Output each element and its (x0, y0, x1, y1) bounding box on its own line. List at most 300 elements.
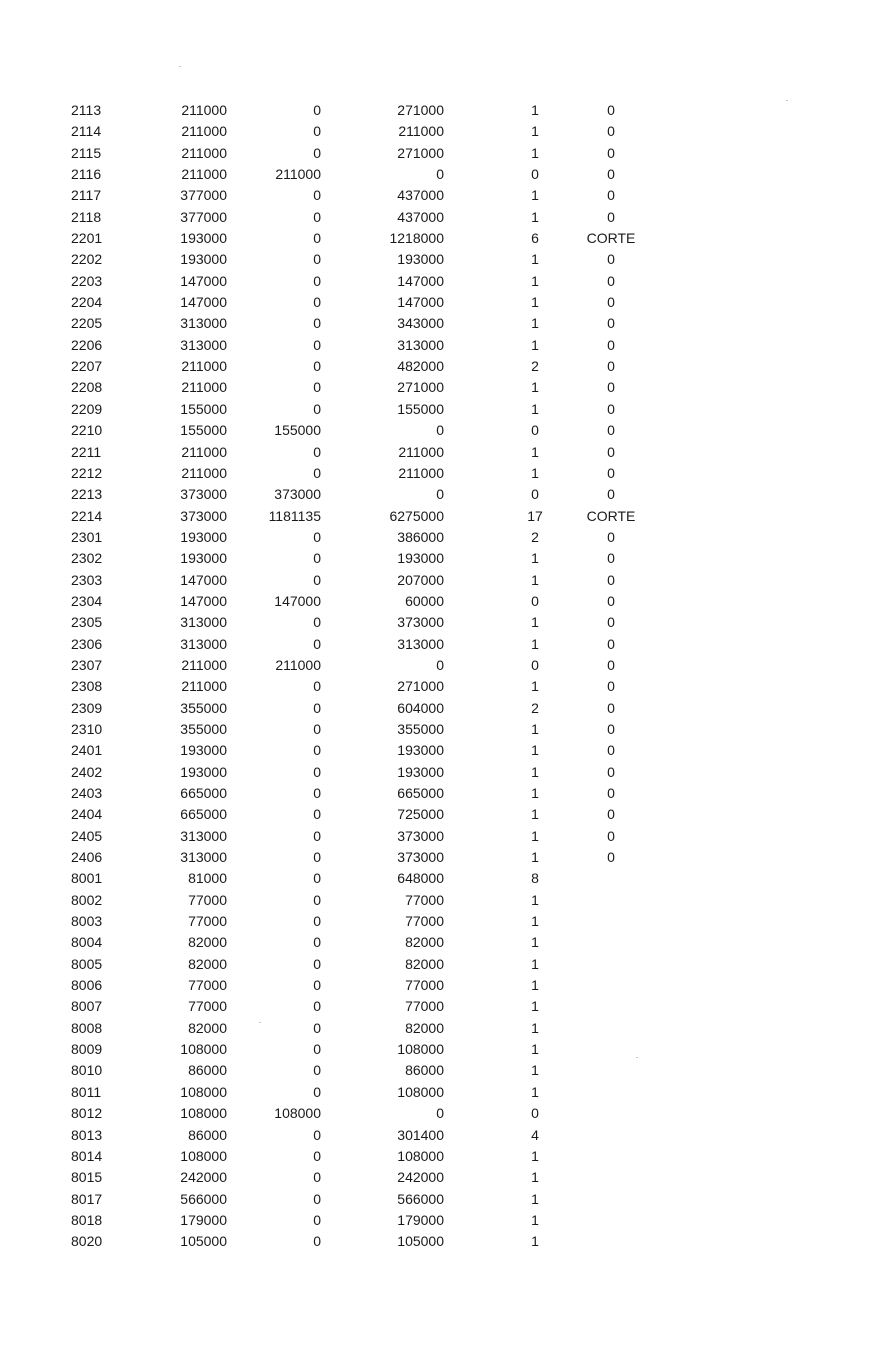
cell-amount-b: 0 (313, 1233, 321, 1250)
cell-amount-a: 77000 (188, 891, 227, 908)
cell-count: 1 (531, 849, 539, 866)
cell-count: 1 (531, 763, 539, 780)
cell-code: 8017 (71, 1190, 103, 1207)
cell-code: 2113 (71, 102, 102, 118)
cell-amount-b: 211000 (275, 656, 321, 673)
cell-amount-c: 271000 (397, 102, 444, 118)
cell-amount-b: 0 (313, 550, 321, 567)
cell-amount-b: 1181135 (268, 507, 321, 524)
cell-code: 8014 (71, 1147, 103, 1164)
cell-amount-b: 0 (313, 379, 321, 396)
cell-amount-c: 301400 (397, 1126, 444, 1143)
table-row (0, 228, 886, 249)
cell-status: 0 (607, 294, 615, 311)
cell-code: 8005 (71, 955, 103, 972)
cell-amount-a: 86000 (188, 1126, 227, 1143)
cell-amount-c: 77000 (405, 998, 444, 1015)
cell-count: 1 (531, 1083, 539, 1100)
cell-amount-c: 77000 (405, 977, 444, 994)
cell-code: 2201 (71, 230, 103, 247)
cell-count: 1 (531, 678, 539, 695)
cell-amount-a: 147000 (180, 294, 227, 311)
cell-status: 0 (607, 699, 615, 716)
cell-status: 0 (607, 614, 615, 631)
cell-code: 8007 (71, 998, 103, 1015)
cell-amount-a: 313000 (180, 827, 227, 844)
cell-amount-a: 193000 (180, 550, 227, 567)
cell-code: 8018 (71, 1211, 103, 1228)
cell-amount-c: 60000 (405, 592, 444, 609)
cell-code: 2207 (71, 358, 103, 375)
cell-amount-b: 0 (313, 785, 321, 801)
cell-amount-a: 377000 (180, 187, 227, 204)
cell-code: 8001 (71, 870, 103, 887)
cell-amount-b: 0 (313, 251, 321, 268)
cell-amount-a: 77000 (188, 998, 227, 1015)
cell-amount-c: 211000 (398, 443, 444, 460)
cell-count: 1 (531, 955, 539, 972)
cell-amount-b: 0 (313, 635, 321, 652)
cell-amount-a: 211000 (181, 358, 227, 375)
cell-amount-c: 147000 (397, 294, 444, 311)
cell-count: 0 (531, 486, 539, 503)
cell-status: 0 (607, 827, 615, 844)
table-row (0, 634, 886, 655)
table-row (0, 463, 886, 484)
cell-amount-c: 108000 (397, 1041, 444, 1058)
cell-status: 0 (607, 849, 615, 866)
cell-count: 1 (531, 934, 539, 951)
table-row (0, 570, 886, 591)
cell-amount-b: 0 (313, 1083, 321, 1100)
cell-amount-a: 147000 (180, 272, 227, 289)
cell-amount-a: 211000 (181, 144, 227, 161)
cell-status: 0 (607, 550, 615, 567)
table-row (0, 826, 886, 847)
table-row (0, 890, 886, 911)
table-row (0, 420, 886, 441)
table-row (0, 1082, 886, 1103)
cell-code: 8012 (71, 1105, 103, 1122)
cell-amount-b: 0 (313, 614, 321, 631)
cell-amount-a: 313000 (180, 849, 227, 866)
scan-speck (786, 100, 788, 101)
cell-amount-b: 108000 (274, 1105, 321, 1122)
cell-code: 2204 (71, 294, 103, 311)
cell-code: 2306 (71, 635, 103, 652)
cell-status: 0 (607, 166, 615, 183)
scan-speck (179, 66, 181, 67)
cell-amount-a: 193000 (180, 742, 227, 759)
cell-count: 1 (531, 443, 539, 460)
cell-amount-c: 0 (436, 656, 444, 673)
cell-amount-a: 155000 (180, 422, 227, 439)
cell-count: 6 (531, 230, 539, 247)
cell-status: 0 (607, 806, 615, 823)
cell-amount-c: 155000 (397, 400, 444, 417)
cell-code: 8008 (71, 1019, 103, 1036)
cell-amount-b: 0 (313, 849, 321, 866)
cell-amount-c: 193000 (397, 251, 444, 268)
cell-amount-a: 86000 (188, 1062, 227, 1079)
table-row (0, 548, 886, 569)
cell-amount-c: 271000 (397, 379, 444, 396)
cell-code: 8003 (71, 913, 103, 930)
cell-code: 8010 (71, 1062, 103, 1079)
cell-amount-b: 0 (313, 571, 321, 588)
cell-count: 1 (531, 187, 539, 204)
cell-amount-a: 211000 (181, 166, 227, 183)
cell-amount-a: 82000 (188, 1019, 227, 1036)
cell-status: CORTE (586, 507, 636, 524)
cell-amount-c: 271000 (397, 144, 444, 161)
cell-amount-a: 81000 (188, 870, 227, 887)
cell-amount-b: 0 (313, 230, 321, 247)
cell-count: 0 (531, 592, 539, 609)
cell-amount-b: 0 (313, 1169, 321, 1186)
cell-amount-a: 108000 (180, 1147, 227, 1164)
cell-amount-b: 0 (313, 123, 321, 140)
cell-count: 1 (531, 806, 539, 823)
cell-code: 2404 (71, 806, 103, 823)
cell-code: 8009 (71, 1041, 103, 1058)
cell-status: 0 (607, 208, 615, 225)
cell-count: 1 (531, 614, 539, 631)
table-row (0, 164, 886, 185)
table-row (0, 1060, 886, 1081)
cell-amount-c: 0 (436, 1105, 444, 1122)
cell-status: CORTE (586, 230, 636, 247)
cell-code: 2309 (71, 699, 103, 716)
cell-amount-b: 0 (313, 1019, 321, 1036)
cell-amount-a: 665000 (180, 806, 227, 823)
cell-code: 2210 (71, 422, 103, 439)
table-row (0, 185, 886, 206)
cell-amount-a: 105000 (180, 1233, 227, 1250)
cell-amount-b: 0 (313, 720, 321, 737)
cell-status: 0 (607, 443, 615, 460)
cell-code: 2305 (71, 614, 103, 631)
cell-code: 2301 (71, 528, 103, 545)
cell-amount-a: 373000 (180, 486, 227, 503)
cell-amount-c: 108000 (397, 1083, 444, 1100)
cell-code: 8006 (71, 977, 103, 994)
cell-code: 2308 (71, 678, 103, 695)
cell-amount-c: 665000 (397, 785, 444, 801)
cell-amount-c: 271000 (397, 678, 444, 695)
cell-amount-c: 82000 (405, 934, 444, 951)
cell-status: 0 (607, 422, 615, 439)
cell-status: 0 (607, 592, 615, 609)
cell-count: 1 (531, 251, 539, 268)
cell-amount-c: 0 (436, 166, 444, 183)
cell-code: 2114 (71, 123, 102, 140)
cell-count: 1 (531, 336, 539, 353)
cell-amount-a: 211000 (181, 464, 227, 481)
cell-code: 2203 (71, 272, 103, 289)
cell-count: 1 (531, 977, 539, 994)
cell-count: 1 (531, 720, 539, 737)
cell-count: 1 (531, 1190, 539, 1207)
table-row (0, 1125, 886, 1146)
table-row (0, 484, 886, 505)
cell-status: 0 (607, 102, 615, 118)
table-row (0, 612, 886, 633)
cell-amount-b: 0 (313, 358, 321, 375)
cell-amount-b: 0 (313, 1190, 321, 1207)
cell-code: 2118 (71, 208, 102, 225)
cell-amount-c: 105000 (397, 1233, 444, 1250)
cell-amount-c: 373000 (397, 849, 444, 866)
table-row (0, 506, 886, 527)
cell-count: 17 (527, 507, 543, 524)
cell-count: 1 (531, 208, 539, 225)
cell-amount-b: 0 (313, 464, 321, 481)
table-row (0, 1167, 886, 1188)
table-row (0, 1231, 886, 1252)
cell-amount-c: 193000 (397, 763, 444, 780)
cell-count: 8 (531, 870, 539, 887)
cell-code: 2310 (71, 720, 103, 737)
cell-count: 1 (531, 742, 539, 759)
cell-amount-a: 108000 (180, 1105, 227, 1122)
cell-amount-b: 0 (313, 913, 321, 930)
table-row (0, 249, 886, 270)
cell-status: 0 (607, 379, 615, 396)
cell-amount-a: 211000 (181, 123, 227, 140)
cell-status: 0 (607, 358, 615, 375)
cell-amount-a: 108000 (180, 1083, 227, 1100)
table-row (0, 100, 886, 121)
table-row (0, 591, 886, 612)
cell-amount-b: 0 (313, 272, 321, 289)
cell-amount-a: 147000 (180, 571, 227, 588)
cell-code: 2401 (71, 742, 103, 759)
cell-count: 1 (531, 1211, 539, 1228)
cell-amount-c: 108000 (397, 1147, 444, 1164)
cell-amount-b: 0 (313, 443, 321, 460)
cell-count: 1 (531, 891, 539, 908)
cell-count: 1 (531, 571, 539, 588)
cell-amount-c: 373000 (397, 614, 444, 631)
table-row (0, 1039, 886, 1060)
cell-amount-c: 0 (436, 486, 444, 503)
cell-status: 0 (607, 272, 615, 289)
cell-status: 0 (607, 187, 615, 204)
cell-amount-c: 482000 (397, 358, 444, 375)
cell-count: 1 (531, 464, 539, 481)
cell-amount-c: 566000 (397, 1190, 444, 1207)
cell-status: 0 (607, 571, 615, 588)
cell-amount-a: 313000 (180, 336, 227, 353)
cell-amount-c: 211000 (398, 123, 444, 140)
cell-code: 2302 (71, 550, 103, 567)
cell-amount-a: 147000 (180, 592, 227, 609)
cell-status: 0 (607, 785, 615, 801)
cell-status: 0 (607, 678, 615, 695)
cell-count: 1 (531, 102, 539, 118)
cell-amount-a: 108000 (180, 1041, 227, 1058)
cell-amount-b: 0 (313, 806, 321, 823)
cell-amount-c: 6275000 (389, 507, 444, 524)
cell-amount-a: 193000 (180, 528, 227, 545)
cell-amount-c: 355000 (397, 720, 444, 737)
cell-count: 0 (531, 422, 539, 439)
cell-amount-c: 373000 (397, 827, 444, 844)
cell-count: 1 (531, 913, 539, 930)
cell-amount-a: 377000 (180, 208, 227, 225)
cell-count: 1 (531, 1169, 539, 1186)
table-row (0, 932, 886, 953)
cell-code: 2211 (71, 443, 102, 460)
cell-amount-c: 313000 (397, 336, 444, 353)
cell-amount-b: 211000 (275, 166, 321, 183)
cell-code: 2402 (71, 763, 103, 780)
cell-amount-b: 0 (313, 891, 321, 908)
table-row (0, 207, 886, 228)
cell-amount-b: 0 (313, 827, 321, 844)
cell-count: 1 (531, 635, 539, 652)
cell-amount-b: 0 (313, 187, 321, 204)
scan-speck (259, 1022, 261, 1023)
cell-amount-c: 86000 (405, 1062, 444, 1079)
cell-amount-a: 211000 (181, 678, 227, 695)
table-row (0, 399, 886, 420)
cell-code: 8011 (71, 1083, 102, 1100)
cell-status: 0 (607, 464, 615, 481)
cell-count: 0 (531, 656, 539, 673)
cell-amount-b: 0 (313, 1041, 321, 1058)
cell-status: 0 (607, 635, 615, 652)
cell-amount-a: 566000 (180, 1190, 227, 1207)
table-row (0, 975, 886, 996)
cell-count: 1 (531, 1147, 539, 1164)
cell-amount-a: 211000 (181, 656, 227, 673)
cell-amount-a: 193000 (180, 251, 227, 268)
cell-amount-b: 0 (313, 870, 321, 887)
cell-amount-b: 0 (313, 144, 321, 161)
table-row (0, 1210, 886, 1231)
cell-amount-c: 147000 (397, 272, 444, 289)
cell-amount-c: 0 (436, 422, 444, 439)
table-row (0, 1189, 886, 1210)
cell-amount-b: 373000 (274, 486, 321, 503)
cell-amount-b: 0 (313, 742, 321, 759)
table-row (0, 442, 886, 463)
cell-code: 2116 (71, 166, 102, 183)
cell-count: 1 (531, 550, 539, 567)
cell-amount-b: 0 (313, 934, 321, 951)
cell-status: 0 (607, 486, 615, 503)
table-row (0, 356, 886, 377)
cell-count: 1 (531, 785, 539, 801)
cell-count: 0 (531, 166, 539, 183)
cell-status: 0 (607, 528, 615, 545)
table-row (0, 1018, 886, 1039)
table-row (0, 911, 886, 932)
cell-count: 1 (531, 1233, 539, 1250)
cell-amount-b: 0 (313, 294, 321, 311)
cell-count: 1 (531, 144, 539, 161)
cell-amount-c: 648000 (397, 870, 444, 887)
table-row (0, 804, 886, 825)
cell-code: 2406 (71, 849, 103, 866)
cell-amount-a: 155000 (180, 400, 227, 417)
cell-code: 2307 (71, 656, 103, 673)
table-row (0, 868, 886, 889)
table-row (0, 292, 886, 313)
cell-amount-b: 155000 (274, 422, 321, 439)
cell-count: 1 (531, 400, 539, 417)
cell-status: 0 (607, 336, 615, 353)
cell-status: 0 (607, 720, 615, 737)
cell-amount-a: 355000 (180, 699, 227, 716)
table-row (0, 740, 886, 761)
cell-code: 8004 (71, 934, 103, 951)
cell-amount-a: 313000 (180, 315, 227, 332)
cell-code: 2214 (71, 507, 103, 524)
cell-code: 2405 (71, 827, 103, 844)
cell-amount-b: 0 (313, 208, 321, 225)
cell-code: 2212 (71, 464, 103, 481)
table-row (0, 271, 886, 292)
cell-status: 0 (607, 742, 615, 759)
cell-status: 0 (607, 123, 615, 140)
table-row (0, 143, 886, 164)
cell-amount-c: 386000 (397, 528, 444, 545)
cell-count: 1 (531, 1041, 539, 1058)
cell-amount-b: 0 (313, 336, 321, 353)
cell-amount-c: 437000 (397, 208, 444, 225)
table-row (0, 783, 886, 804)
cell-amount-a: 77000 (188, 913, 227, 930)
cell-amount-c: 77000 (405, 891, 444, 908)
cell-amount-a: 211000 (181, 379, 227, 396)
cell-status: 0 (607, 315, 615, 332)
cell-amount-a: 373000 (180, 507, 227, 524)
cell-amount-b: 0 (313, 315, 321, 332)
cell-amount-a: 77000 (188, 977, 227, 994)
table-row (0, 121, 886, 142)
cell-amount-a: 313000 (180, 614, 227, 631)
cell-amount-a: 211000 (181, 102, 227, 118)
cell-count: 1 (531, 272, 539, 289)
cell-amount-b: 0 (313, 102, 321, 118)
table-row (0, 655, 886, 676)
cell-count: 1 (531, 123, 539, 140)
cell-amount-a: 242000 (180, 1169, 227, 1186)
cell-count: 0 (531, 1105, 539, 1122)
table-row (0, 847, 886, 868)
cell-code: 8002 (71, 891, 103, 908)
table-row (0, 719, 886, 740)
table-row (0, 1146, 886, 1167)
cell-status: 0 (607, 251, 615, 268)
cell-amount-b: 0 (313, 977, 321, 994)
cell-amount-b: 0 (313, 1062, 321, 1079)
spreadsheet-table (0, 100, 886, 1253)
cell-amount-c: 207000 (397, 571, 444, 588)
cell-code: 2403 (71, 785, 103, 801)
cell-count: 1 (531, 1062, 539, 1079)
table-row (0, 1103, 886, 1124)
cell-amount-b: 0 (313, 699, 321, 716)
cell-code: 2115 (71, 144, 102, 161)
cell-amount-a: 193000 (180, 230, 227, 247)
cell-amount-b: 0 (313, 998, 321, 1015)
table-row (0, 335, 886, 356)
cell-amount-b: 0 (313, 1211, 321, 1228)
